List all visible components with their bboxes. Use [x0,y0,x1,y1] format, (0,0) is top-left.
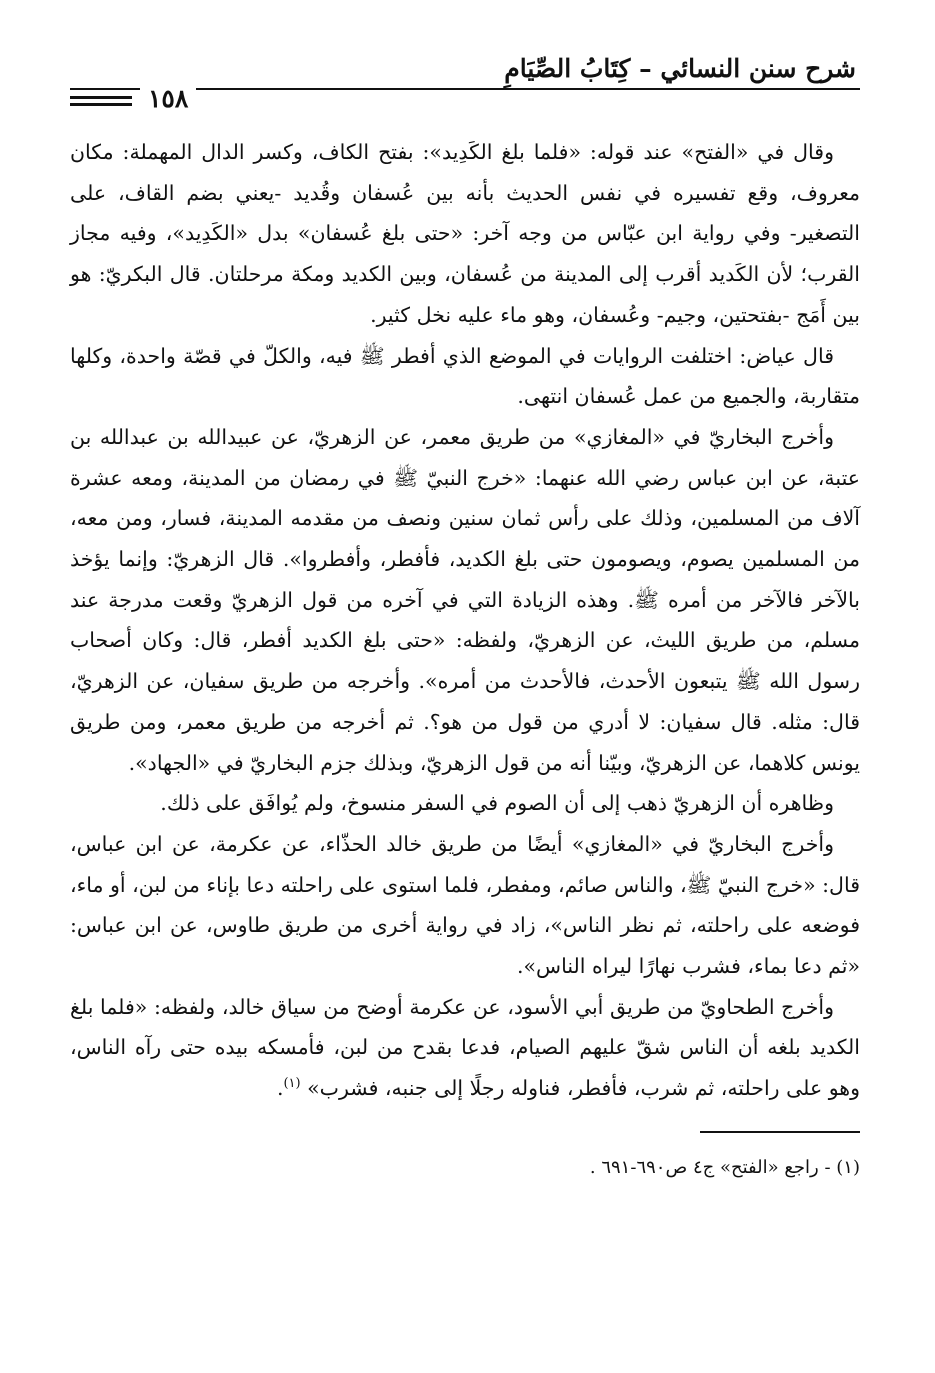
paragraph-iyad: قال عياض: اختلفت الروايات في الموضع الذي أفطر ﷺ فيه، والكلّ في قصّة واحدة، وكلها متقاربة، والجميع من عمل عُسفان انتهى. [70,343,860,409]
paragraph-bukhari-maghazi: وأخرج البخاريّ في «المغازي» من طريق معمر، عن الزهريّ، عن عبيدالله بن عبدالله بن عتبة، عن ابن عباس رضي الله عنهما: «خرج النبيّ ﷺ في رمضان من المدينة، ومعه عشرة آلاف من المسلمين، وذلك على رأس ثمان سنين ونصف من مقدمه المدينة، فسار، ومن معه، من المسلمين يصوم، ويصومون حتى بلغ الكديد، فأفطر، وأفطروا». قال الزهريّ: وإنما يؤخذ بالآخر فالآخر من أمره ﷺ. وهذه الزيادة التي في آخره من قول الزهريّ وقعت مدرجة عند مسلم، من طريق الليث، عن الزهريّ، ولفظه: «حتى بلغ الكديد أفطر، قال: وكان أصحاب رسول الله ﷺ يتبعون الأحدث، فالأحدث من أمره». وأخرجه من طريق سفيان، عن الزهريّ، قال: مثله. قال سفيان: لا أدري من قول من هو؟. ثم أخرجه من طريق معمر، ومن طريق يونس كلاهما، عن الزهريّ، وبيّنا أنه من قول الزهريّ، وبذلك جزم البخاريّ في «الجهاد». [70,424,860,775]
page-number: ١٥٨ [140,84,196,113]
page-header [70,40,860,126]
paragraph-tahawi-text: وأخرج الطحاويّ من طريق أبي الأسود، عن عكرمة أوضح من سياق خالد، ولفظه: «فلما بلغ الكديد بلغه أن الناس شقّ عليهم الصيام، فدعا بقدح من لبن، فأمسكه بيده حتى رآه الناس، وهو على راحلته، ثم شرب، فأفطر، فناوله رجلًا إلى جنبه، فشرب» [70,994,860,1101]
page-number-rule-upper [70,96,132,99]
paragraph-kadid-definition: وقال في «الفتح» عند قوله: «فلما بلغ الكَدِيد»: بفتح الكاف، وكسر الدال المهملة: مكان معروف، وقع تفسيره في نفس الحديث بأنه بين عُسفان وقُديد -يعني بضم القاف، على التصغير- وفي رواية ابن عبّاس من وجه آخر: «حتى بلغ عُسفان» بدل «الكَدِيد»، وفيه مجاز القرب؛ لأن الكَديد أقرب إلى المدينة من عُسفان، وبين الكديد ومكة مرحلتان. قال البكريّ: هو بين أَمَج -بفتحتين، وجيم- وعُسفان، وهو ماء عليه نخل كثير. [70,140,860,327]
paragraph-tahawi: وأخرج الطحاويّ من طريق أبي الأسود، عن عكرمة أوضح من سياق خالد، ولفظه: «فلما بلغ الكديد بلغه أن الناس شقّ عليهم الصيام، فدعا بقدح من لبن، فأمسكه بيده حتى رآه الناس، وهو على راحلته، ثم شرب، فأفطر، فناوله رجلًا إلى جنبه، فشرب» $^{(١)}$. [70,994,860,1101]
page-number-rule-lower [70,103,132,106]
book-page [70,40,860,1340]
main-text [70,132,860,1109]
paragraph-zuhri-abrogation: وظاهره أن الزهريّ ذهب إلى أن الصوم في السفر منسوخ، ولم يُوافَق على ذلك. [160,791,834,816]
footnote-reference-marker: (١) [283,1076,301,1092]
running-title: شرح سنن النسائي – كِتَابُ الصِّيَامِ [504,54,856,83]
footnote: (١) - راجع «الفتح» ج٤ ص٦٩٠-٦٩١ . [589,1156,860,1178]
footnote-separator [700,1131,860,1133]
paragraph-bukhari-khalid: وأخرج البخاريّ في «المغازي» أيضًا من طريق خالد الحذّاء، عن عكرمة، عن ابن عباس، قال: «خرج النبيّ ﷺ، والناس صائم، ومفطر، فلما استوى على راحلته دعا بإناء من لبن، أو ماء، فوضعه على راحلته، ثم نظر الناس»، زاد في رواية أخرى من طريق طاوس، عن ابن عباس: «ثم دعا بماء، فشرب نهارًا ليراه الناس». [70,831,860,979]
